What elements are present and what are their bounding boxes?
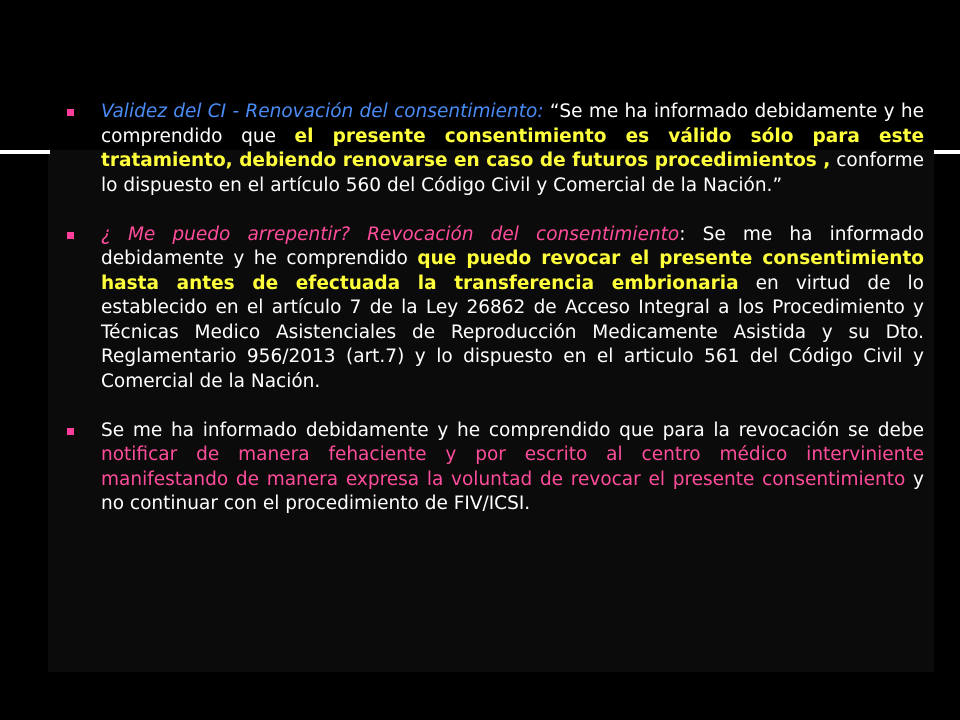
item-text: “Se me ha informado debidamente y he comprendido que xyxy=(101,101,924,147)
bullet-item-notification xyxy=(64,419,924,517)
item-title: ¿ Me puedo arrepentir? Revocación del consentimiento xyxy=(101,223,680,245)
square-bullet-icon xyxy=(67,109,74,116)
bullet-item-revocation xyxy=(64,223,924,395)
square-bullet-icon xyxy=(67,232,74,239)
decorative-rule-right xyxy=(934,150,960,154)
item-highlight: que puedo revocar el presente consentimiento hasta antes de efectuada la transferencia embrionaria xyxy=(101,248,924,294)
item-highlight: notificar de manera fehaciente y por escrito al centro médico interviniente manifestando de manera expresa la voluntad de revocar el presente consentimiento xyxy=(101,444,924,490)
item-text-end: y no continuar con el procedimiento de FIV/ICSI. xyxy=(101,468,924,514)
item-title: Validez del CI - Renovación del consentimiento xyxy=(101,101,538,122)
square-bullet-icon xyxy=(67,428,74,435)
bullet-item-validity xyxy=(64,100,924,198)
item-text: Se me ha informado debidamente y he comprendido xyxy=(101,223,924,269)
decorative-rule-left xyxy=(0,150,50,154)
item-text: Se me ha informado debidamente y he comprendido que para la revocación se debe xyxy=(101,419,924,441)
title-colon: : xyxy=(679,223,686,245)
title-colon: : xyxy=(537,101,544,122)
item-text-end: en virtud de lo establecido en el artículo 7 de la Ley 26862 de Acceso Integral a los Procedimiento y Técnicas Medico Asistenciales de Reproducción Medicamente Asistida y su Dto. Reglamentario 956/2013 (art.7) y lo dispuesto en el articulo 561 del Código Civil y Comercial de la Nación. xyxy=(101,272,924,392)
slide-content xyxy=(64,100,924,541)
item-text-end: conforme lo dispuesto en el artículo 560 del Código Civil y Comercial de la Nación.” xyxy=(101,150,924,196)
item-highlight: el presente consentimiento es válido sólo para este tratamiento, debiendo renovarse en caso de futuros procedimientos , xyxy=(101,125,924,171)
